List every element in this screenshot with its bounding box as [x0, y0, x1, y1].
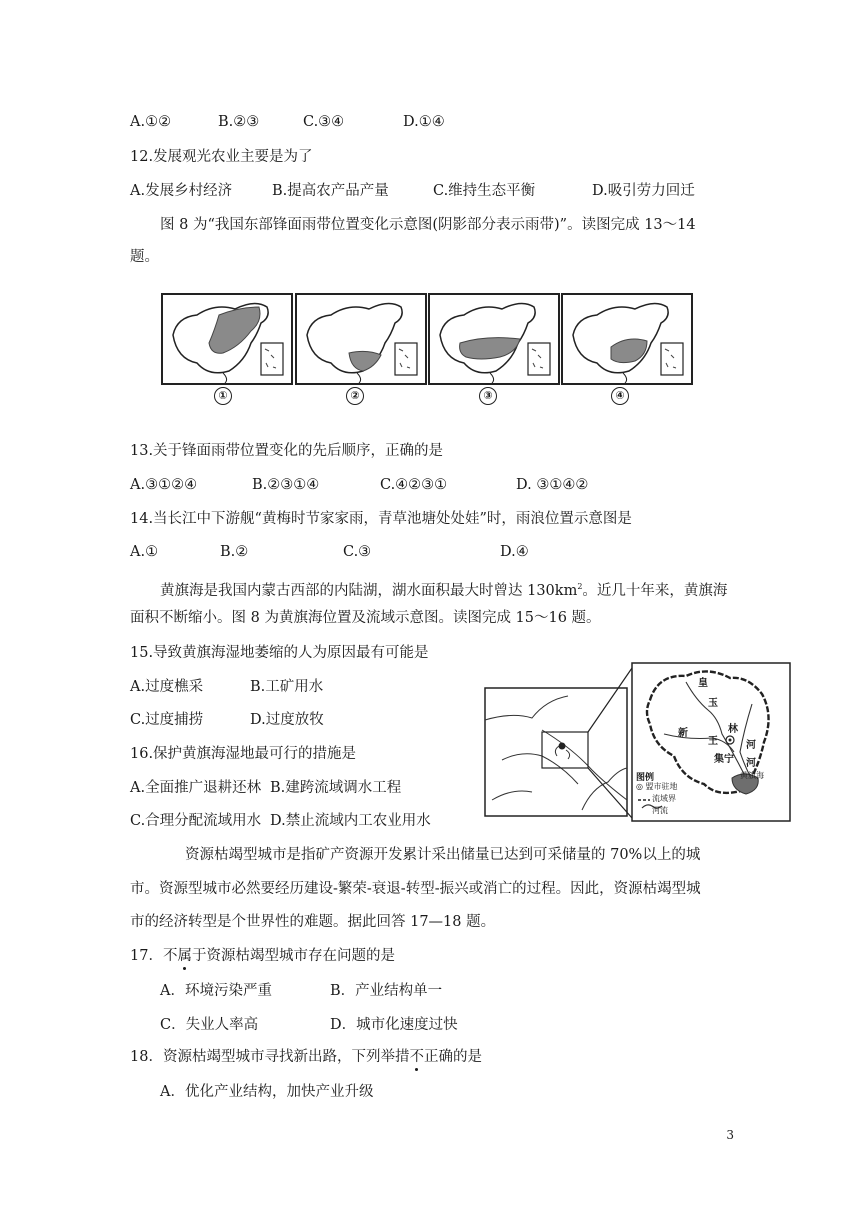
q17-emphasis: 不属于	[162, 948, 207, 964]
rain-belt-map-4	[561, 293, 693, 385]
q17-number: 17．	[130, 948, 163, 964]
lake-place-label-2: 玉	[708, 698, 718, 709]
lake-place-label-9: 黄旗海	[740, 771, 764, 780]
lake-legend-title: 图例	[636, 773, 655, 783]
q18-stem-pre: 18．资源枯竭型城市寻找新出路，下列举措	[130, 1049, 410, 1065]
rain-belt-label-3: ③	[479, 387, 497, 405]
lake-place-label-6: 王	[708, 736, 718, 747]
lake-place-label-5: 新	[678, 728, 688, 739]
lake-place-label-8: 河	[746, 758, 756, 769]
q11-option-a: A.①②	[130, 114, 172, 130]
rain-belt-map-1	[161, 293, 293, 385]
q15-option-d: D.过度放牧	[250, 712, 324, 728]
intro-15-16-line1-b: 。近几十年来，黄旗海	[582, 582, 728, 599]
q17-stem	[130, 946, 395, 966]
lake-place-label-3: 林	[728, 724, 738, 735]
intro-17-18-line1: 资源枯竭型城市是指矿产资源开发累计采出储量已达到可采储量的 70%以上的城	[185, 847, 701, 863]
q18-stem	[130, 1047, 482, 1067]
intro-15-16-superscript: 2	[577, 582, 583, 591]
q14-option-d: D.④	[500, 544, 529, 560]
q12-option-c: C.维持生态平衡	[433, 183, 536, 199]
lake-place-label-4: 河	[746, 740, 756, 751]
q13-option-d: D. ③①④②	[516, 477, 589, 493]
q15-option-a: A.过度樵采	[130, 679, 204, 695]
q14-option-a: A.①	[130, 544, 159, 560]
china-map-1-graphic	[163, 295, 291, 383]
intro-13-14-line2: 题。	[130, 249, 159, 265]
q18-emphasis: 不	[409, 1049, 424, 1065]
q17-stem-rest: 资源枯竭型城市存在问题的是	[206, 948, 395, 964]
rain-belt-map-2	[295, 293, 427, 385]
q11-option-c: C.③④	[303, 114, 345, 130]
lake-figure	[482, 660, 794, 825]
q18-stem-post: 正确的是	[423, 1049, 482, 1065]
rain-belt-label-2: ②	[346, 387, 364, 405]
intro-15-16-line1-a: 黄旗海是我国内蒙古西部的内陆湖，湖水面积最大时曾达 130km	[160, 582, 578, 599]
q13-option-c: C.④②③①	[380, 477, 448, 493]
q12-stem: 12.发展观光农业主要是为了	[130, 149, 313, 165]
rain-belt-label-4: ④	[611, 387, 629, 405]
q15-stem: 15.导致黄旗海湿地萎缩的人为原因最有可能是	[130, 645, 429, 661]
lake-legend-item-1: ◎ 盟市驻地	[636, 782, 678, 791]
q17-option-d: D．城市化速度过快	[330, 1017, 458, 1033]
china-map-4-graphic	[563, 295, 691, 383]
lake-place-label-1: 皇	[698, 678, 708, 689]
intro-17-18-line2: 市。资源型城市必然要经历建设-繁荣-衰退-转型-振兴或消亡的过程。因此，资源枯竭型城	[130, 881, 701, 897]
q12-option-a: A.发展乡村经济	[130, 183, 233, 199]
lake-legend-item-3: 河流	[652, 806, 668, 815]
q16-option-a: A.全面推广退耕还林	[130, 780, 262, 796]
q14-option-b: B.②	[220, 544, 249, 560]
q11-option-d: D.①④	[403, 114, 445, 130]
q13-stem: 13.关于锋面雨带位置变化的先后顺序，正确的是	[130, 443, 444, 459]
china-map-3-graphic	[430, 295, 558, 383]
q15-option-c: C.过度捕捞	[130, 712, 204, 728]
q14-stem: 14.当长江中下游舰“黄梅时节家家雨，青草池塘处处娃”时，雨浪位置示意图是	[130, 511, 632, 527]
lake-place-label-7: 集宁	[714, 754, 734, 765]
q17-option-c: C．失业人率高	[160, 1017, 259, 1033]
q16-stem: 16.保护黄旗海湿地最可行的措施是	[130, 746, 357, 762]
q18-option-a: A．优化产业结构，加快产业升级	[160, 1084, 374, 1100]
china-map-2-graphic	[297, 295, 425, 383]
q12-option-b: B.提高农产品产量	[272, 183, 389, 199]
q17-option-a: A．环境污染严重	[160, 983, 272, 999]
q13-option-a: A.③①②④	[130, 477, 198, 493]
q14-option-c: C.③	[343, 544, 372, 560]
q16-option-d: D.禁止流域内工农业用水	[270, 813, 431, 829]
lake-legend-item-2: 流域界	[652, 794, 676, 803]
page-number: 3	[726, 1128, 734, 1142]
q16-option-b: B.建跨流域调水工程	[270, 780, 402, 796]
rain-belt-map-3	[428, 293, 560, 385]
q12-option-d: D.吸引劳力回迁	[592, 183, 695, 199]
q13-option-b: B.②③①④	[252, 477, 320, 493]
intro-15-16-line1	[160, 577, 727, 601]
q11-option-b: B.②③	[218, 114, 260, 130]
rain-belt-label-1: ①	[214, 387, 232, 405]
q15-option-b: B.工矿用水	[250, 679, 324, 695]
intro-13-14-line1: 图 8 为“我国东部锋面雨带位置变化示意图(阴影部分表示雨带)”。读图完成 13～14	[160, 217, 696, 233]
q16-option-c: C.合理分配流域用水	[130, 813, 262, 829]
intro-15-16-line2: 面积不断缩小。图 8 为黄旗海位置及流域示意图。读图完成 15～16 题。	[130, 610, 601, 626]
q17-option-b: B．产业结构单一	[330, 983, 443, 999]
intro-17-18-line3: 市的经济转型是个世界性的难题。据此回答 17—18 题。	[130, 914, 496, 930]
